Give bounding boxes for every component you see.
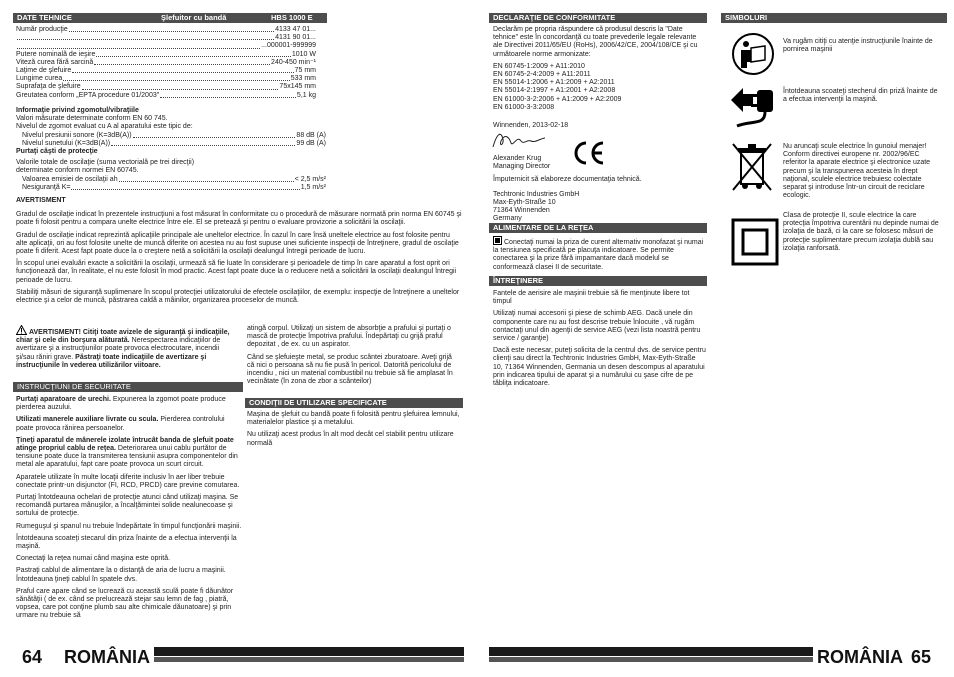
leader-dots [94,59,270,65]
symbol-text-class-ii: Clasa de protecţie II, scule electrice la care protecţia împotriva curentării nu depinde numai de izolaţia de bază, ci la care se folosesc măsuri de protecţie suplimentare precum izolaţia dublă sau izolaţia ranforsată. [783,212,939,252]
maintenance-paragraph: Utilizaţi numai accesorii şi piese de schimb AEG. Dacă unele din componente care nu au fost descrise trebuie înlocuite , vă rugăm contactaţi unul din agenţii de service AEG (vezi lista noastră pentru service / garanţie) [493,310,701,343]
symbols-header-label: SIMBOLURI [725,13,768,22]
spec-list [16,26,316,100]
signer-section [493,155,707,223]
leader-dots [133,132,296,138]
power-section [493,236,707,272]
spec-row [16,34,316,42]
maintenance-section [493,290,707,392]
spec-row [16,51,316,59]
page-language: ROMÂNIA [813,647,907,668]
safety-header [13,382,243,392]
symbols-header [721,13,947,23]
safety-item-bold: Utilizati manerele auxiliare livrate cu scula. [16,416,159,424]
tech-data-header [13,13,247,23]
safety-item-text: Expunerea la zgomot poate produce pierderea auzului. [16,396,226,412]
safety-item-text: Pastraţi cablul de alimentare la o distanţă de aria de lucru a maşinii. Întotdeauna ţineţi cablul în spatele dvs. [16,567,226,583]
noise-spec-list [16,132,326,148]
power-header [489,223,707,233]
warning-triangle-icon [16,325,27,335]
tech-product-name: Şlefuitor cu bandă [161,13,227,22]
spec-row [16,83,316,91]
tech-data-title: DATE TEHNICE [17,13,72,22]
safety-item [16,523,242,531]
spec-row [16,67,316,75]
spec-label: Nivelul presiunii sonore (K=3dB(A)) [22,131,132,139]
safety-item [16,437,242,470]
signature-icon [491,129,547,151]
safety-item-text: Purtaţi întotdeauna ochelari de protecţie atunci când utilizaţi maşina. Se recomandă purtarea mânuşilor, a încalţămintei solide nealunecoase şi sortului de protecţie. [16,494,239,518]
spec-value: 4133 47 01... [275,26,316,33]
class-ii-icon [731,218,779,266]
spec-label: Valoarea emisiei de oscilaţii ah [22,175,118,183]
safety-item [16,416,242,432]
safety-item [16,535,242,551]
declaration-section [493,26,707,130]
tech-model: HBS 1000 E [271,13,313,22]
leader-dots [119,176,294,182]
safety-warning-bold-2: Păstraţi toate indicaţiile de avertizare şi instrucţiunile în vederea utilizărilor viitoare. [16,353,207,369]
safety-item-bold: Purtaţi aparatoare de urechi. [16,396,111,403]
left-footer [0,647,477,667]
spec-value: 4131 90 01... [275,34,316,42]
safety-item [16,396,242,412]
spec-label: Viteză curea fără sarcină [16,58,94,66]
right-page [477,0,954,677]
safety-item [16,555,242,563]
spec-label: Putere nominală de ieşire [16,50,96,58]
safety-item-text: Conectaţi la reţea numai când maşina este oprită. [16,555,171,563]
safety-warning-bold: AVERTISMENT! Citiţi toate avizele de siguranţă şi indicaţiile, chiar şi cele din borşura alăturată. [16,329,230,345]
spec-row [22,140,326,148]
unplug-icon [727,80,777,132]
spec-label: Suprafaţa de şlefuire [16,83,81,91]
use-section [247,411,461,452]
page-language: ROMÂNIA [60,647,154,668]
protection-title: Purtaţi căşti de protecţie [16,148,98,156]
safety-warning [16,325,238,370]
safety-item-text: Deteriorarea unui cablu purtător de tensiune poate duce la transmiterea tensiunii asupra componentelor din metal ale aparatului, fapt care poate provoca un scurt circuit. [16,445,238,469]
safety-item [16,494,242,519]
spec-value: 75x145 mm [279,83,316,91]
leader-dots [96,51,290,57]
read-manual-icon [731,32,775,76]
spec-value: 99 dB (A) [296,139,326,147]
spec-label: Nesiguranţă K= [22,183,71,191]
spec-value: 240-450 min⁻¹ [271,58,316,66]
warning-title: AVERTISMENT [16,197,66,204]
norm-item: EN 61000-3-2:2006 + A1:2009 + A2:2009 [493,95,622,103]
spec-row [16,92,316,100]
use-header-label: CONDIŢII DE UTILIZARE SPECIFICATE [249,398,387,407]
spec-label: Număr producţie [16,26,68,33]
spec-value: < 2,5 m/s² [294,175,326,183]
company-line: Techtronic Industries GmbH [493,190,580,198]
norm-item: EN 60745-1:2009 + A11:2010 [493,62,585,70]
leader-dots [71,184,299,190]
safety-item-text: Praful care apare când se lucrează cu această sculă poate fi dăunător sănătăţii ( de ex. când se prelucrează stejar sau lemn de fag , piatră, vopsea, care pot conţine plumb sau alte chimicale dăunatoare) şi prin urmare nu trebuie să [16,587,234,620]
safety-item [16,567,242,583]
spec-row [22,184,326,192]
spec-row [22,176,326,184]
leader-dots [63,75,289,81]
warning-paragraph: Gradul de oscilaţie indicat reprezintă aplicaţiile principale ale uneltelor electrice. În cazul în care însă uneltele electrice au fost folosite pentru alte aplicaţii, ori au fost folosite unelte de muncă diferite ori acestea nu au fost supuse unei suficiente inspecţii de întreţinere, gradul de oscilaţie poate fi diferit. Acest fapt poate duce la o creştere netă a solicitării la oscilaţii dealungul întregii perioade de lucru. [16,231,459,256]
use-paragraph: Maşina de şlefuit cu bandă poate fi folosită pentru şlefuirea lemnului, materialelor plastice şi a metalului. [247,411,460,427]
spec-row [22,132,326,140]
leader-dots [72,67,293,73]
norms-list [493,63,707,112]
spec-row [16,42,316,50]
safety-header-label: INSTRUCŢIUNI DE SECURITATE [17,382,131,391]
weee-bin-icon [729,140,775,196]
spec-label: Lungime curea [16,75,63,83]
declaration-header-label: DECLARAŢIE DE CONFORMITATE [493,13,616,22]
norm-item: EN 55014-1:2006 + A1:2009 + A2:2011 [493,79,615,87]
norm-item: EN 55014-2:1997 + A1:2001 + A2:2008 [493,87,616,95]
column-2-text [247,325,461,390]
vibration-spec-list [16,176,326,192]
leader-dots [111,140,295,146]
spec-label: Nivelul sunetului (K=3dB(A)) [22,139,111,147]
spec-value: 75 mm [294,67,316,75]
safety-item [16,588,242,621]
vibration-line: determinate conform normei EN 60745. [16,167,139,175]
power-text: Conectaţi numai la priza de curent alternativ monofazat şi numai la tensiunea specificată pe placuţa indicatoare. Se permite conectarea şi la prize fără impamantare dacă modelul se conformează clasei II de securitate. [493,239,704,271]
signer-name: Alexander Krug [493,155,542,162]
company-address [493,191,707,224]
spec-value: 5,1 kg [296,91,316,99]
safety-item-text: Pierderea controlului poate provoca rănirea persoanelor. [16,416,225,432]
page-number: 65 [911,647,932,667]
spec-row [16,75,316,83]
company-line: 71364 Winnenden [493,207,550,215]
safety-item-bold: Ţineţi aparatul de mânerele izolate întrucât banda de şlefuit poate atinge propriul cablu de reţea. [16,436,234,453]
safety-item [16,474,242,490]
leader-dots [17,42,260,48]
norm-item: EN 60745-2-4:2009 + A11:2011 [493,71,591,79]
place-date: Winnenden, 2013-02-18 [493,122,569,130]
maintenance-header [489,276,707,286]
spec-label: Laţime de şlefuire [16,67,72,75]
sparks-paragraph: Când se şlefuieşte metal, se produc scântei zburatoare. Aveţi grijă că nici o persoana să nu fie pusă în pericol. Datorită pericolului de incendiu , nici un material combustibil nu trebuie să fie amplasat în vecinătate (în zona de zbor a scânteilor) [247,353,453,386]
noise-line: Valori măsurate determinate conform EN 60 745. [16,115,168,123]
safety-item-text: Rumeguşul şi spanul nu trebuie îndepărtate în timpul funcţionării maşinii. [16,522,242,530]
maintenance-header-label: ÎNTREŢINERE [493,276,544,285]
norm-item: EN 61000-3-3:2008 [493,103,555,111]
right-footer [477,647,954,667]
leader-dots [17,34,274,40]
declaration-header [489,13,707,23]
warning-section [16,197,462,309]
noise-section [16,107,326,192]
spec-value: 533 mm [290,75,316,83]
vibration-line: Valorile totale de oscilaţie (suma vectorială pe trei direcţii) [16,159,195,167]
spec-value: 1010 W [291,50,316,58]
spec-value: 88 dB (A) [296,131,326,139]
spec-value: 1,5 m/s² [300,183,326,191]
safety-list [16,396,242,625]
safety-warning-text: Nerespectarea indicaţiilor de avertizare şi a instrucţiunilor poate provoca electrocutare, incendii şi/sau răniri grave. [16,337,221,361]
spec-row [16,59,316,67]
leader-dots [160,92,296,98]
symbol-text-unplug: Întotdeauna scoateţi stecherul din priză înainte de a efectua intervenţii la maşină. [783,88,938,104]
use-paragraph: Nu utilizaţi acest produs în alt mod decât cel stabilit pentru utilizare normală [247,431,454,447]
spec-value: ...000001-999999 [261,42,316,50]
warning-paragraph: Gradul de oscilaţie indicat în prezentele instrucţiuni a fost măsurat în conformitate cu o procedură de măsurare normată prin norma EN 60745 şi poate fi folosit pentru a compara unelte electrice între ele. El se pretează şi pentru o evaluare provizorie a solicitării la oscilaţii. [16,211,462,227]
safety-item-text: Aparatele utilizate în multe locaţii diferite inclusiv în aer liber trebuie conectate printr-un disjunctor (FI, RCD, PRCD) care previne comutarea. [16,473,240,489]
warning-paragraph: În scopul unei evaluări exacte a solicitării la oscilaţii, urmează să fie luate în considerare şi perioadele de timp în care aparatul a fost oprit ori funcţionează dar, în realitate, el nu este folosit în mod practic. Acest fapt poate duce la o reducere netă a solicitării la oscilaţii dealungul întregii perioade de lucru. [16,260,457,284]
use-header [245,398,463,408]
signer-role: Managing Director [493,163,551,171]
symbol-text-read-manual: Va rugăm citiţi cu atenţie instrucţiunile înainte de pornirea maşinii [783,38,933,54]
page-number: 64 [22,647,43,667]
dust-paragraph: atingă corpul. Utilizaţi un sistem de absorbţie a prafului şi purtaţi o mască de protecţie împotriva prafului. Îndepărtaţi cu grijă praful depozitat , de ex. cu un aspirator. [247,325,451,349]
maintenance-paragraph: Fantele de aerisire ale maşinii trebuie să fie menţinute libere tot timpul [493,290,690,306]
leader-dots [82,83,279,89]
spec-row [16,26,316,34]
safety-item-text: Întotdeauna scoateţi stecarul din priza înainte de a efectua intervenţii la maşină. [16,534,237,551]
maintenance-paragraph: Dacă este necesar, puteţi solicita de la centrul dvs. de service pentru clienţi sau direct la Techtronic Industries GmbH, Max-Eyth-Straße 10, 71364 Winnenden, Germania un desen descompus al aparatului prin indicarea tipului de aparat şi a numărului cu şase cifre de pe tăbliţa indicatoare. [493,347,706,388]
declaration-text: Declarăm pe propria răspundere că produsul descris la "Date tehnice" este în concordanţă cu toate prevederile legale relevante ale Directivei 2011/65/EU (RoHs), 2006/42/CE, 2004/108/CE şi cu următoarele norme armonizate: [493,26,698,58]
noise-title: Informaţie privind zgomotul/vibraţiile [16,107,139,114]
company-line: Germany [493,215,522,223]
spec-label: Greutatea conform „EPTA procedure 01/2003" [16,91,160,99]
company-line: Max-Eyth-Straße 10 [493,198,556,206]
noise-line: Nivelul de zgomot evaluat cu A al aparatului este tipic de: [16,123,193,131]
class-ii-small-icon [493,236,502,245]
symbol-text-weee: Nu aruncaţi scule electrice în gunoiul menajer! Conform directivei europene nr. 2002/96/EC referitor la aparate electrice şi electronice uzate precum şi la transpunerea acesteia în drept naţional, sculele electrice trebuiesc colectate separat şi introduse într-un circuit de reciclare ecologic. [783,143,931,200]
power-header-label: ALIMENTARE DE LA REŢEA [493,223,594,232]
authorized-text: Împuternicit să elaboreze documentaţia tehnică. [493,176,642,184]
warning-paragraph: Stabiliţi măsuri de siguranţă suplimenare în scopul protecţiei utilizatorului de efectele oscilaţiilor, de exemplu: inspecţie de întreţinere a uneltelor electrice şi a celor de muncă, păstrarea caldă a mâinilor, organizarea proceselor de muncă. [16,288,460,305]
leader-dots [69,26,274,32]
tech-model-header [239,13,327,23]
